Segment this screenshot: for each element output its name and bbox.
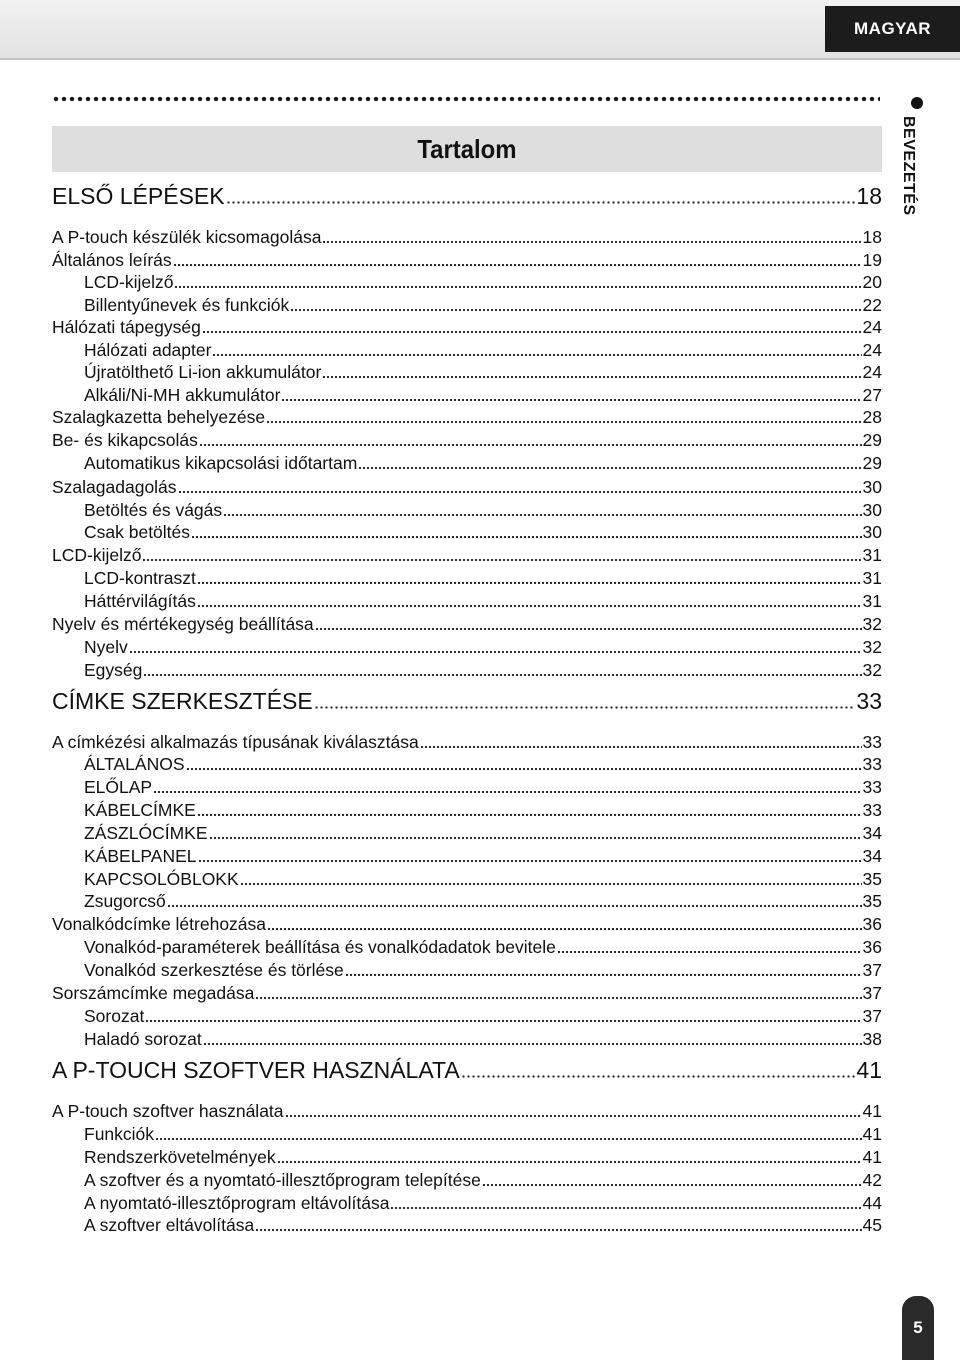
toc-entry-page: 33 [862, 732, 882, 752]
toc-entry[interactable] [52, 822, 882, 844]
toc-entry[interactable] [52, 1146, 882, 1168]
dot-leader [390, 1204, 861, 1210]
dot-leader [186, 765, 862, 771]
toc-entry-title: A címkézési alkalmazás típusának kiválasztása [52, 732, 419, 752]
toc-entry-page: 34 [862, 823, 882, 843]
page-title: Tartalom [417, 133, 517, 164]
dot-leader [255, 994, 861, 1000]
toc-section-entry[interactable] [52, 1055, 882, 1085]
dot-leader [281, 396, 861, 402]
toc-entry-page: 37 [862, 960, 882, 980]
dot-leader [129, 648, 862, 654]
section-side-label[interactable]: BEVEZETÉS [900, 116, 917, 216]
toc-entry-page: 41 [856, 1057, 882, 1083]
dot-leader [420, 743, 862, 749]
toc-entry[interactable] [52, 659, 882, 681]
toc-entry-page: 28 [862, 407, 882, 427]
toc-entry-title: Rendszerkövetelmények [84, 1147, 276, 1167]
toc-entry-page: 35 [862, 891, 882, 911]
toc-section-entry[interactable] [52, 181, 882, 211]
toc-entry-title: Vonalkód szerkesztése és törlése [84, 960, 344, 980]
toc-entry-page: 29 [862, 430, 882, 450]
toc-entry[interactable] [52, 452, 882, 474]
toc-entry[interactable] [52, 521, 882, 543]
toc-entry[interactable] [52, 1100, 882, 1122]
toc-entry-title: ÁLTALÁNOS [84, 754, 185, 774]
toc-entry[interactable] [52, 544, 882, 566]
dot-leader [212, 351, 861, 357]
toc-entry-page: 33 [862, 777, 882, 797]
dot-leader [199, 441, 862, 447]
toc-entry-page: 18 [862, 227, 882, 247]
toc-entry[interactable] [52, 499, 882, 521]
toc-entry-page: 37 [862, 983, 882, 1003]
toc-entry-page: 19 [862, 250, 882, 270]
toc-entry-title: Csak betöltés [84, 522, 191, 542]
toc-entry-title: Általános leírás [52, 250, 172, 270]
toc-entry-title: Alkáli/Ni-MH akkumulátor [84, 385, 281, 405]
toc-entry-title: Billentyűnevek és funkciók [84, 295, 290, 315]
toc-entry-page: 44 [862, 1193, 882, 1213]
toc-entry-page: 30 [862, 500, 882, 520]
toc-entry[interactable] [52, 1169, 882, 1191]
toc-entry[interactable] [52, 271, 882, 293]
dot-leader [191, 533, 862, 539]
language-tab[interactable]: MAGYAR [825, 6, 960, 52]
toc-entry-title: Vonalkódcímke létrehozása [52, 914, 267, 934]
toc-entry[interactable] [52, 636, 882, 658]
dot-leader [345, 971, 862, 977]
toc-entry-title: Sorszámcímke megadása [52, 983, 255, 1003]
toc-entry[interactable] [52, 913, 882, 935]
toc-entry[interactable] [52, 316, 882, 338]
dot-leader [315, 625, 862, 631]
toc-entry-page: 32 [862, 614, 882, 634]
dot-leader [223, 511, 861, 517]
toc-entry-title: Egység [84, 660, 143, 680]
dot-leader [197, 579, 862, 585]
toc-entry-page: 18 [856, 183, 882, 209]
toc-entry-title: KAPCSOLÓBLOKK [84, 869, 239, 889]
toc-entry[interactable] [52, 936, 882, 958]
toc-entry-title: LCD-kontraszt [84, 568, 196, 588]
toc-entry[interactable] [52, 613, 882, 635]
toc-entry-page: 20 [862, 272, 882, 292]
toc-entry[interactable] [52, 406, 882, 428]
toc-entry[interactable] [52, 567, 882, 589]
toc-entry-page: 32 [862, 660, 882, 680]
dot-leader [145, 1017, 861, 1023]
toc-entry[interactable] [52, 476, 882, 498]
toc-entry-title: CÍMKE SZERKESZTÉSE [52, 688, 313, 714]
toc-entry-title: Sorozat [84, 1006, 145, 1026]
toc-entry-title: A P-touch készülék kicsomagolása [52, 227, 322, 247]
toc-entry-title: Funkciók [84, 1124, 155, 1144]
dot-leader [142, 556, 861, 562]
toc-entry[interactable] [52, 226, 882, 248]
toc-entry[interactable] [52, 590, 882, 612]
dot-leader [358, 464, 861, 470]
toc-entry-title: LCD-kijelző [84, 272, 174, 292]
dot-leader [178, 488, 862, 494]
toc-entry[interactable] [52, 249, 882, 271]
dot-leader [155, 1135, 862, 1141]
toc-entry-title: A szoftver eltávolítása [84, 1215, 255, 1235]
toc-entry-page: 31 [862, 568, 882, 588]
toc-entry-page: 41 [862, 1124, 882, 1144]
toc-entry-title: Automatikus kikapcsolási időtartam [84, 453, 358, 473]
dotted-divider [52, 96, 880, 102]
title-band [52, 126, 882, 172]
toc-entry-page: 24 [862, 362, 882, 382]
dot-leader [153, 788, 861, 794]
toc-entry-page: 33 [862, 754, 882, 774]
dot-leader [322, 373, 861, 379]
toc-entry-title: ZÁSZLÓCÍMKE [84, 823, 208, 843]
top-header-band [0, 0, 960, 60]
dot-leader [174, 283, 861, 289]
dot-leader [482, 1181, 862, 1187]
toc-entry-page: 31 [862, 545, 882, 565]
dot-leader [167, 902, 862, 908]
toc-entry-title: Háttérvilágítás [84, 591, 196, 611]
toc-entry[interactable] [52, 799, 882, 821]
toc-entry-title: Nyelv [84, 637, 128, 657]
toc-entry-page: 33 [862, 800, 882, 820]
toc-entry[interactable] [52, 1192, 882, 1214]
toc-entry-page: 24 [862, 317, 882, 337]
toc-entry[interactable] [52, 1214, 882, 1236]
toc-entry[interactable] [52, 1028, 882, 1050]
toc-entry-title: Szalagkazetta behelyezése [52, 407, 266, 427]
toc-entry[interactable] [52, 982, 882, 1004]
dot-leader [173, 261, 862, 267]
toc-entry[interactable] [52, 731, 882, 753]
toc-entry-title: KÁBELCÍMKE [84, 800, 196, 820]
toc-entry-page: 31 [862, 591, 882, 611]
toc-entry-title: KÁBELPANEL [84, 846, 197, 866]
toc-entry-page: 34 [862, 846, 882, 866]
dot-leader [209, 834, 862, 840]
dot-leader [322, 238, 861, 244]
toc-entry[interactable] [52, 1123, 882, 1145]
dot-leader [143, 671, 861, 677]
toc-entry[interactable] [52, 845, 882, 867]
toc-entry-title: ELSŐ LÉPÉSEK [52, 183, 225, 209]
toc-entry[interactable] [52, 753, 882, 775]
dot-leader [285, 1112, 862, 1118]
toc-entry-title: Hálózati tápegység [52, 317, 201, 337]
toc-entry[interactable] [52, 361, 882, 383]
dot-leader [202, 328, 862, 334]
toc-entry-title: LCD-kijelző [52, 545, 142, 565]
dot-leader [290, 306, 861, 312]
toc-entry-title: Újratölthető Li-ion akkumulátor [84, 362, 322, 382]
toc-entry-page: 24 [862, 340, 882, 360]
dot-leader [203, 1040, 862, 1046]
dot-leader [198, 857, 862, 863]
dot-leader [197, 811, 862, 817]
dot-leader [461, 1073, 856, 1079]
toc-entry-page: 30 [862, 522, 882, 542]
toc-entry-title: A P-touch szoftver használata [52, 1101, 284, 1121]
toc-entry-title: Nyelv és mértékegység beállítása [52, 614, 314, 634]
toc-entry[interactable] [52, 1005, 882, 1027]
toc-entry-title: Be- és kikapcsolás [52, 430, 198, 450]
toc-entry-page: 36 [862, 937, 882, 957]
toc-entry-title: ELŐLAP [84, 777, 153, 797]
toc-entry-title: Zsugorcső [84, 891, 166, 911]
toc-entry-page: 37 [862, 1006, 882, 1026]
dot-leader [277, 1158, 862, 1164]
toc-entry-page: 42 [862, 1170, 882, 1190]
toc-entry-page: 27 [862, 385, 882, 405]
toc-entry[interactable] [52, 868, 882, 890]
toc-entry[interactable] [52, 429, 882, 451]
toc-entry-page: 45 [862, 1215, 882, 1235]
toc-entry-title: A nyomtató-illesztőprogram eltávolítása [84, 1193, 390, 1213]
toc-entry[interactable] [52, 776, 882, 798]
toc-entry[interactable] [52, 384, 882, 406]
toc-entry-page: 32 [862, 637, 882, 657]
toc-entry-title: A P-TOUCH SZOFTVER HASZNÁLATA [52, 1057, 460, 1083]
toc-entry-title: A szoftver és a nyomtató-illesztőprogram telepítése [84, 1170, 481, 1190]
toc-entry-page: 38 [862, 1029, 882, 1049]
toc-section-entry[interactable] [52, 686, 882, 716]
toc-entry-page: 41 [862, 1147, 882, 1167]
toc-entry-page: 29 [862, 453, 882, 473]
toc-entry-page: 30 [862, 477, 882, 497]
toc-entry-page: 35 [862, 869, 882, 889]
dot-leader [226, 199, 856, 205]
toc-entry-page: 33 [856, 688, 882, 714]
toc-entry-page: 22 [862, 295, 882, 315]
toc-entry-title: Vonalkód-paraméterek beállítása és vonalkódadatok bevitele [84, 937, 556, 957]
toc-entry-page: 41 [862, 1101, 882, 1121]
bullet-icon [911, 97, 923, 109]
dot-leader [197, 602, 862, 608]
toc-entry[interactable] [52, 294, 882, 316]
toc-entry-title: Szalagadagolás [52, 477, 177, 497]
dot-leader [255, 1226, 861, 1232]
toc-entry[interactable] [52, 339, 882, 361]
toc-entry-title: Haladó sorozat [84, 1029, 202, 1049]
toc-entry[interactable] [52, 959, 882, 981]
dot-leader [314, 704, 856, 710]
page-number-tab: 5 [902, 1296, 934, 1360]
toc-entry[interactable] [52, 890, 882, 912]
toc-entry-title: Hálózati adapter [84, 340, 212, 360]
toc-entry-page: 36 [862, 914, 882, 934]
dot-leader [266, 418, 861, 424]
dot-leader [557, 948, 862, 954]
toc-entry-title: Betöltés és vágás [84, 500, 223, 520]
dot-leader [240, 880, 862, 886]
dot-leader [267, 925, 862, 931]
